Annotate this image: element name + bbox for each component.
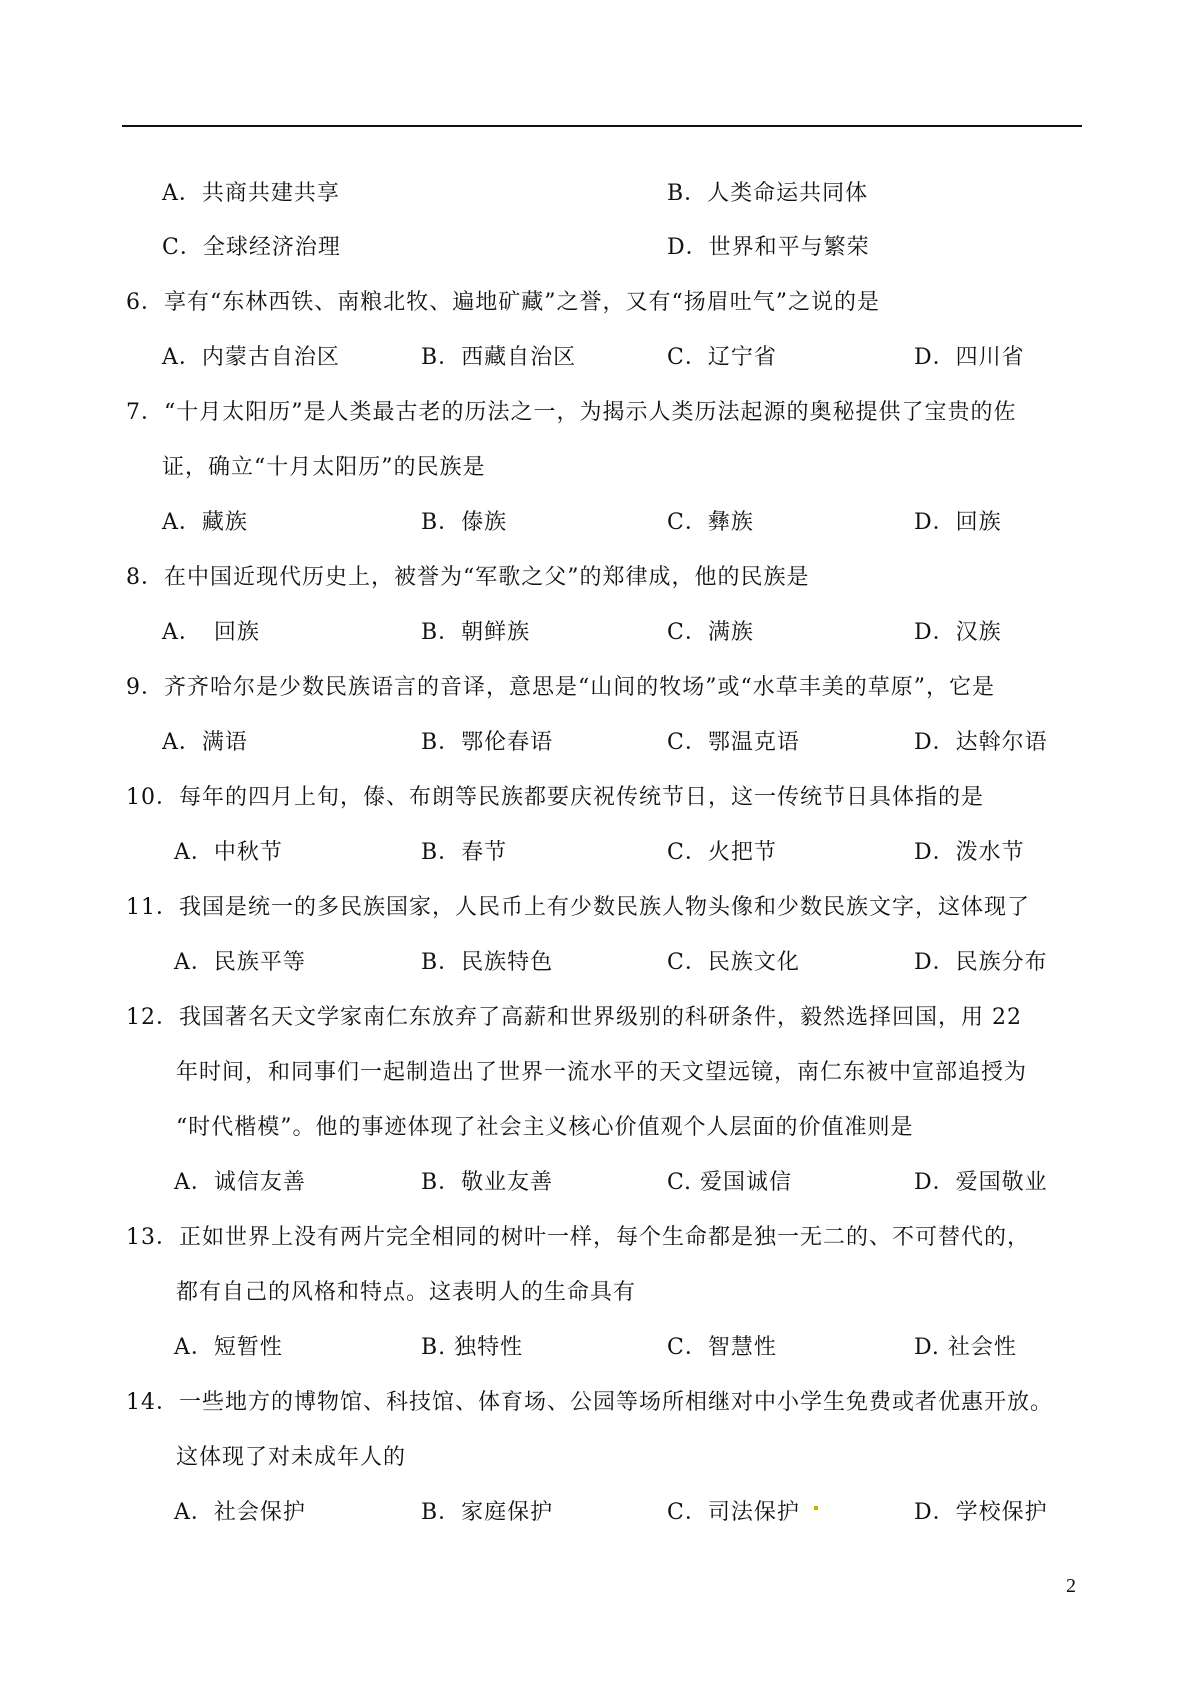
question-9-stem: 9．齐齐哈尔是少数民族语言的音译，意思是“山间的牧场”或“水草丰美的草原”，它是 (126, 675, 995, 700)
option-6-b: B．西藏自治区 (421, 345, 577, 370)
option-9-b: B．鄂伦春语 (421, 730, 554, 755)
option-10-c: C．火把节 (667, 840, 777, 865)
option-8-d: D．汉族 (914, 620, 1002, 645)
option-6-d: D．四川省 (914, 345, 1025, 370)
option-7-a: A．藏族 (162, 510, 248, 535)
option-13-b: B. 独特性 (421, 1335, 524, 1360)
option-11-d: D．民族分布 (914, 950, 1048, 975)
question-8-stem: 8．在中国近现代历史上，被誉为“军歌之父”的郑律成，他的民族是 (126, 565, 810, 590)
option-12-a: A．诚信友善 (174, 1170, 306, 1195)
option-8-c: C．满族 (667, 620, 754, 645)
option-13-a: A．短暂性 (174, 1335, 283, 1360)
option-6-a: A．内蒙古自治区 (162, 345, 340, 370)
option-9-c: C．鄂温克语 (667, 730, 800, 755)
question-14-stem-cont: 这体现了对未成年人的 (176, 1445, 407, 1470)
question-13-stem-cont: 都有自己的风格和特点。这表明人的生命具有 (176, 1280, 637, 1305)
question-13-stem: 13．正如世界上没有两片完全相同的树叶一样，每个生命都是独一无二的、不可替代的， (126, 1225, 1030, 1250)
question-12-stem: 12．我国著名天文学家南仁东放弃了高薪和世界级别的科研条件，毅然选择回国，用 22 (126, 1005, 1022, 1030)
option-5-d: D．世界和平与繁荣 (667, 235, 870, 260)
option-9-d: D．达斡尔语 (914, 730, 1048, 755)
option-8-b: B．朝鲜族 (421, 620, 531, 645)
option-14-d: D．学校保护 (914, 1500, 1048, 1525)
option-12-d: D．爱国敬业 (914, 1170, 1048, 1195)
question-12-stem-cont-2: “时代楷模”。他的事迹体现了社会主义核心价值观个人层面的价值准则是 (176, 1115, 914, 1140)
page-number: 2 (1066, 1575, 1076, 1597)
option-12-c: C. 爱国诚信 (667, 1170, 793, 1195)
option-7-c: C．彝族 (667, 510, 754, 535)
option-12-b: B．敬业友善 (421, 1170, 554, 1195)
question-14-stem: 14．一些地方的博物馆、科技馆、体育场、公园等场所相继对中小学生免费或者优惠开放。 (126, 1390, 1053, 1415)
option-13-d: D. 社会性 (914, 1335, 1017, 1360)
option-5-a: A．共商共建共享 (162, 181, 340, 206)
question-10-stem: 10．每年的四月上旬，傣、布朗等民族都要庆祝传统节日，这一传统节日具体指的是 (126, 785, 984, 810)
question-12-stem-cont-1: 年时间，和同事们一起制造出了世界一流水平的天文望远镜，南仁东被中宣部追授为 (176, 1060, 1028, 1085)
header-rule (122, 125, 1082, 127)
option-7-b: B．傣族 (421, 510, 508, 535)
option-9-a: A．满语 (162, 730, 248, 755)
option-8-a: A． 回族 (162, 620, 260, 645)
option-5-c: C．全球经济治理 (162, 235, 341, 260)
option-7-d: D．回族 (914, 510, 1002, 535)
option-11-c: C．民族文化 (667, 950, 800, 975)
option-5-b: B．人类命运共同体 (667, 181, 869, 206)
option-11-a: A．民族平等 (174, 950, 306, 975)
question-7-stem: 7．“十月太阳历”是人类最古老的历法之一，为揭示人类历法起源的奥秘提供了宝贵的佐 (126, 400, 1017, 425)
option-14-b: B．家庭保护 (421, 1500, 554, 1525)
option-11-b: B．民族特色 (421, 950, 554, 975)
option-10-d: D．泼水节 (914, 840, 1025, 865)
option-14-c: C．司法保护 (667, 1500, 800, 1525)
question-6-stem: 6．享有“东林西铁、南粮北牧、遍地矿藏”之誉，又有“扬眉吐气”之说的是 (126, 290, 880, 315)
option-13-c: C．智慧性 (667, 1335, 777, 1360)
option-6-c: C．辽宁省 (667, 345, 777, 370)
option-10-a: A．中秋节 (174, 840, 283, 865)
option-10-b: B．春节 (421, 840, 508, 865)
stray-mark (814, 1506, 818, 1510)
question-7-stem-cont: 证，确立“十月太阳历”的民族是 (162, 455, 486, 480)
option-14-a: A．社会保护 (174, 1500, 306, 1525)
question-11-stem: 11．我国是统一的多民族国家，人民币上有少数民族人物头像和少数民族文字，这体现了 (126, 895, 1030, 920)
